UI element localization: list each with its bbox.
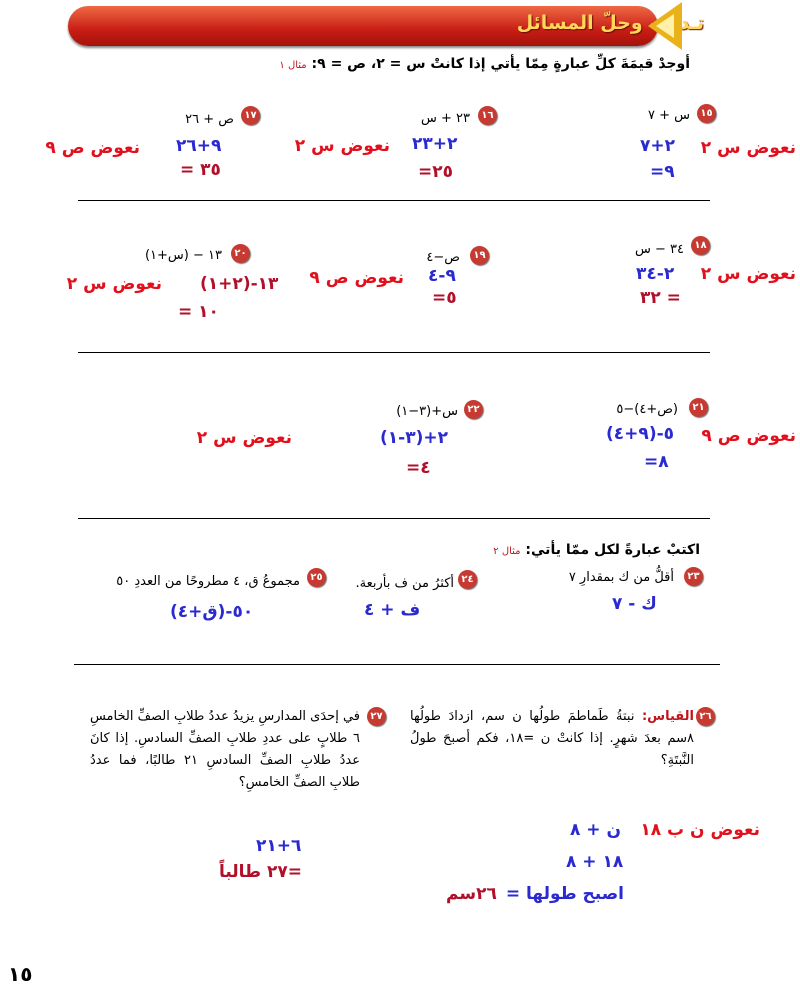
- question-number-20: ٢٠: [231, 244, 250, 263]
- arrow-inner-icon: [656, 14, 674, 38]
- q19-expression: ص−٤: [426, 250, 460, 265]
- q27-result: =٢٧ طالباً: [218, 862, 302, 882]
- q26-text: القياس: نبتةُ طَماطمَ طولُها ن سم، ازدادَ طولُها ٨سم بعدَ شهرٍ. إذا كانتْ ن =١٨، فكم أصبحَ طولُ النَّبتَةِ؟: [410, 709, 694, 768]
- q21-expression: (ص+٤)−٥: [616, 402, 678, 417]
- q23-answer: ك - ٧: [612, 594, 657, 614]
- q15-result: =٩: [650, 162, 675, 182]
- q15-substitute: نعوض س ٢: [700, 138, 796, 158]
- q18-expression: ٣٤ − س: [635, 242, 684, 257]
- question-number-21: ٢١: [689, 398, 708, 417]
- q26-step: ١٨ + ٨: [566, 852, 624, 872]
- question-number-25: ٢٥: [307, 568, 326, 587]
- question-number-23: ٢٣: [684, 567, 703, 586]
- q17-step: ٩+٢٦: [176, 136, 222, 156]
- question-number-19: ١٩: [470, 246, 489, 265]
- q19-result: =٥: [432, 288, 457, 308]
- section-title: تـدرّب وحلّ المسائل: [516, 12, 704, 34]
- q27-text: في إحدَى المدارسِ يزيدُ عددُ طلابِ الصفِّ الخامسِ ٦ طلابٍ على عددِ طلابِ الصفِّ السادسِ. إذا كانَ عددُ طلابِ الصفِّ السادسِ ٢١ طالبًا، فما عددُ طلابِ الصفِّ الخامسِ؟: [89, 709, 360, 790]
- q15-step: ٢+٧: [640, 136, 676, 156]
- q21-substitute: نعوض ص ٩: [701, 426, 796, 446]
- q16-result: =٢٥: [418, 162, 454, 182]
- q25-answer: ٥٠-(ق+٤): [170, 602, 254, 622]
- question-number-26: ٢٦: [696, 707, 715, 726]
- q16-substitute: نعوض س ٢: [294, 136, 390, 156]
- divider: [74, 664, 720, 665]
- q19-step: ٩-٤: [428, 266, 456, 286]
- q18-substitute: نعوض س ٢: [700, 264, 796, 284]
- q24-text: أكثرُ من ف بأربعة.: [355, 576, 454, 591]
- q20-step: ١٣-(٢+١): [200, 274, 279, 294]
- q20-expression: ١٣ − (س+١): [144, 248, 222, 263]
- q18-result: ٣٢ =: [640, 288, 681, 308]
- q15-expression: س + ٧: [647, 108, 690, 123]
- example-ref-1: مثال ١: [279, 60, 307, 71]
- q17-expression: ص + ٢٦: [185, 112, 234, 127]
- q26-result-label: اصبح طولها =: [505, 884, 624, 904]
- q21-step: (٩+٤)-٥: [606, 424, 675, 444]
- q26-label: القياس:: [641, 709, 694, 724]
- q26-result-value: ٢٦سم: [446, 884, 497, 904]
- question-number-15: ١٥: [697, 104, 716, 123]
- divider: [78, 200, 710, 201]
- page-number: ١٥: [8, 962, 33, 986]
- q17-substitute: نعوض ص ٩: [45, 138, 140, 158]
- q16-step: ٢+٢٣: [412, 134, 458, 154]
- q18-step: ٢-٣٤: [636, 264, 675, 284]
- q26-expression: ن + ٨: [570, 820, 621, 840]
- q22-expression: س+(٣−١): [396, 404, 458, 419]
- question-number-16: ١٦: [478, 106, 497, 125]
- q17-result: = ٣٥: [180, 160, 221, 180]
- q19-substitute: نعوض ص ٩: [309, 268, 404, 288]
- q20-substitute: نعوض س ٢: [66, 274, 162, 294]
- question-number-17: ١٧: [241, 106, 260, 125]
- q22-substitute: نعوض س ٢: [196, 428, 292, 448]
- q27-step: ٦+٢١: [256, 836, 302, 856]
- example-ref-2: مثال ٢: [493, 546, 521, 557]
- divider: [78, 518, 710, 519]
- question-number-24: ٢٤: [458, 570, 477, 589]
- q25-text: مجموعُ ق، ٤ مطروحًا من العددِ ٥٠: [116, 574, 300, 589]
- instruction-2: اكتبْ عبارةً لكل ممّا يأتي: مثال ٢: [493, 542, 700, 558]
- q16-expression: ٢٣ + س: [421, 111, 470, 126]
- q20-result: = ١٠: [178, 302, 219, 322]
- divider: [78, 352, 710, 353]
- q21-result: =٨: [644, 452, 669, 472]
- q22-result: =٤: [406, 458, 431, 478]
- q23-text: أقلُّ من ك بمقدارِ ٧: [568, 570, 674, 585]
- question-number-22: ٢٢: [464, 400, 483, 419]
- instruction-1: أوجدْ قيمَةَ كلِّ عبارةٍ مِمّا يأتي إذا كانتْ س = ٢، ص = ٩: مثال ١: [279, 56, 690, 72]
- q22-step: ٢+(٣-١): [380, 428, 449, 448]
- question-number-27: ٢٧: [367, 707, 386, 726]
- q26-substitute: نعوض ن ب ١٨: [640, 820, 760, 840]
- q24-answer: ف + ٤: [364, 600, 421, 620]
- question-number-18: ١٨: [691, 236, 710, 255]
